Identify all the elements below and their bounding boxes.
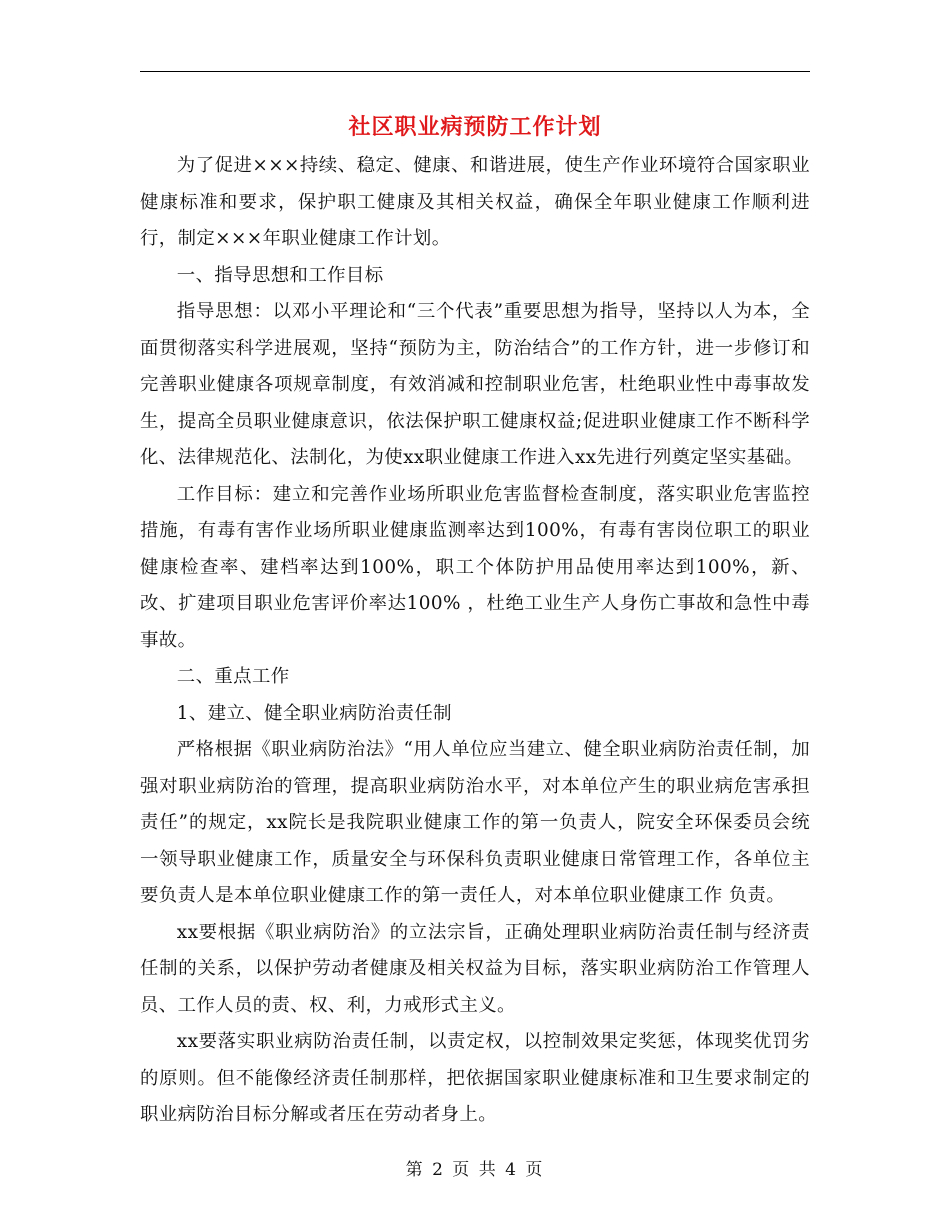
responsibility-paragraph: 严格根据《职业病防治法》“用人单位应当建立、健全职业病防治责任制，加强对职业病防治的管理，提高职业病防治水平，对本单位产生的职业病危害承担责任”的规定，xx院长是我院职业健康工作的第一负责人，院安全环保委员会统一领导职业健康工作，质量安全与环保科负责职业健康日常管理工作，各单位主要负责人是本单位职业健康工作的第一责任人，对本单位职业健康工作 负责。 [140,739,810,906]
document-body [140,148,810,1134]
section-heading-1: 一、指导思想和工作目标 [176,264,384,286]
subsection-heading-1: 1、建立、健全职业病防治责任制 [176,702,452,724]
section-heading-2: 二、重点工作 [176,666,290,687]
work-goals-paragraph: 工作目标：建立和完善作业场所职业危害监督检查制度，落实职业危害监控措施，有毒有害作业场所职业健康监测率达到100%，有毒有害岗位职工的职业健康检查率、建档率达到100%，职工个体防护用品使用率达到100%，新、改、扩建项目职业危害评价率达100% ，杜绝工业生产人身伤亡事故和急性中毒事故。 [140,483,810,651]
guiding-ideology-paragraph: 指导思想：以邓小平理论和“三个代表”重要思想为指导，坚持以人为本，全面贯彻落实科学进展观，坚持“预防为主，防治结合”的工作方针，进一步修订和完善职业健康各项规章制度，有效消减和控制职业危害，杜绝职业性中毒事故发生，提高全员职业健康意识，依法保护职工健康权益;促进职业健康工作不断科学化、法律规范化、法制化，为使xx职业健康工作进入xx先进行列奠定坚实基础。 [140,301,810,468]
header-rule [140,71,810,72]
intro-paragraph: 为了促进×××持续、稳定、健康、和谐进展，使生产作业环境符合国家职业健康标准和要求，保护职工健康及其相关权益，确保全年职业健康工作顺利进行，制定×××年职业健康工作计划。 [140,155,810,249]
document-title: 社区职业病预防工作计划 [348,115,602,140]
implementation-paragraph: xx要落实职业病防治责任制，以责定权，以控制效果定奖惩，体现奖优罚劣的原则。但不能像经济责任制那样，把依据国家职业健康标准和卫生要求制定的职业病防治目标分解或者压在劳动者身上。 [140,1031,810,1125]
legislation-paragraph: xx要根据《职业病防治》的立法宗旨，正确处理职业病防治责任制与经济责任制的关系，以保护劳动者健康及相关权益为目标，落实职业病防治工作管理人员、工作人员的责、权、利，力戒形式主义。 [140,921,810,1016]
page-number: 第 2 页 共 4 页 [405,1160,545,1180]
